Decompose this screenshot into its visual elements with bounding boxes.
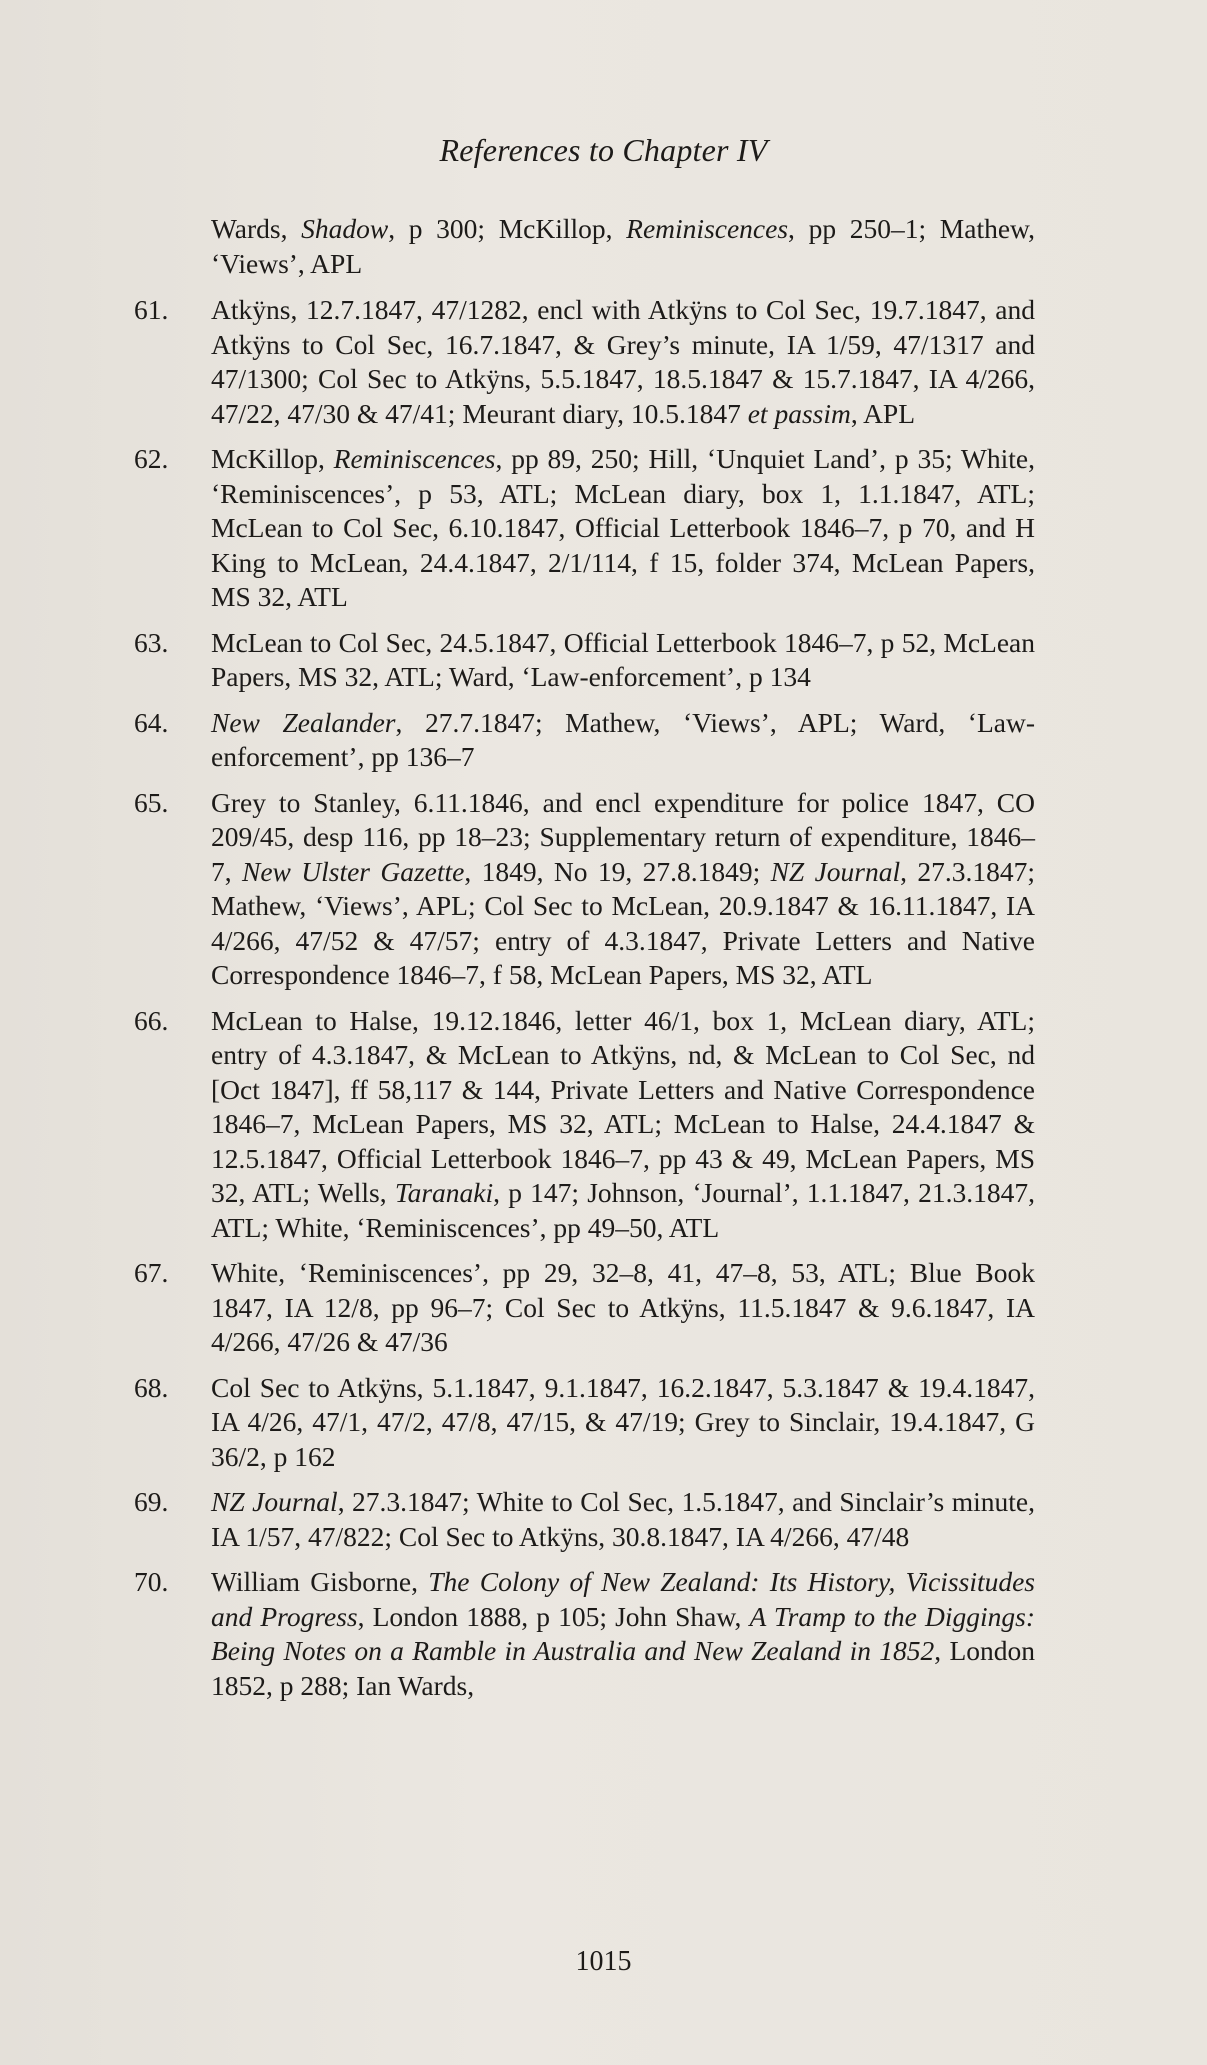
note-text [211, 1257, 1035, 1357]
reference-note [130, 1256, 1035, 1360]
note-text-segment: McLean to Halse, 19.12.1846, letter 46/1, box 1, McLean diary, ATL; entry of 4.3.1847, & McLean to Atkÿns, nd, & McLean to Col Sec, nd [Oct 1847], ff 58,117 & 144, Private Letters and Native Correspondence 1846–7, McLean Papers, MS 32, ATL; McLean to Halse, 24.4.1847 & 12.5.1847, Official Letterbook 1846–7, pp 43 & 49, McLean Papers, MS 32, ATL; Wells, [211, 1004, 1035, 1208]
reference-notes-list [130, 212, 1035, 1714]
reference-note [130, 1371, 1035, 1475]
reference-note [130, 442, 1035, 615]
note-text-segment: , 27.3.1847; Mathew, ‘Views’, APL; Col Sec to McLean, 20.9.1847 & 16.11.1847, IA 4/266, 47/52 & 47/57; entry of 4.3.1847, Private Letters and Native Correspondence 1846–7, f 58, McLean Papers, MS 32, ATL [211, 855, 1036, 990]
reference-note [130, 786, 1035, 993]
note-number: 69. [134, 1486, 169, 1517]
note-text [211, 1005, 1035, 1243]
reference-note [130, 1485, 1035, 1554]
note-text-segment: Grey to Stanley, 6.11.1846, and encl expenditure for police 1847, CO 209/45, desp 116, pp 18–23; Supplementary return of expenditure, 1846–7, [211, 786, 1035, 887]
italic-title: Shadow [301, 213, 389, 244]
note-text-segment: William Gisborne, [211, 1566, 429, 1597]
note-number: 68. [134, 1371, 169, 1403]
italic-title: NZ Journal [211, 1486, 338, 1517]
italic-title: New Ulster Gazette [242, 855, 465, 887]
italic-title: et passim [747, 397, 851, 429]
note-text-segment: , APL [850, 397, 916, 429]
note-text-segment: , p 147; Johnson, ‘Journal’, 1.1.1847, 21.3.1847, ATL; White, ‘Reminiscences’, pp 49–50, ATL [211, 1177, 1035, 1243]
note-text-segment: , 27.7.1847; Mathew, ‘Views’, APL; Ward, ‘Law-enforcement’, pp 136–7 [211, 706, 1035, 772]
italic-title: Taranaki [394, 1177, 494, 1208]
note-text [211, 707, 1035, 773]
reference-note-continuation [130, 212, 1035, 281]
note-text [211, 1372, 1035, 1472]
note-text-segment: Col Sec to Atkÿns, 5.1.1847, 9.1.1847, 16.2.1847, 5.3.1847 & 19.4.1847, IA 4/26, 47/1, 47/2, 47/8, 47/15, & 47/19; Grey to Sinclair, 19.4.1847, G 36/2, p 162 [211, 1371, 1035, 1472]
reference-note [130, 1565, 1035, 1703]
note-number: 61. [134, 294, 169, 325]
note-text [211, 213, 1035, 279]
italic-title: Reminiscences [333, 443, 496, 474]
note-text-segment: McKillop, [211, 443, 334, 474]
note-text-segment: Atkÿns, 12.7.1847, 47/1282, encl with Atkÿns to Col Sec, 19.7.1847, and Atkÿns to Col Sec, 16.7.1847, & Grey’s minute, IA 1/59, 47/1317 and 47/1300; Col Sec to Atkÿns, 5.5.1847, 18.5.1847 & 15.7.1847, IA 4/266, 47/22, 47/30 & 47/41; Meurant diary, 10.5.1847 [211, 294, 1035, 429]
italic-title: The Colony of New Zealand: Its History, Vicissitudes and Progress [211, 1566, 1036, 1632]
italic-title: NZ Journal [770, 855, 901, 887]
note-text [211, 294, 1035, 429]
note-number: 63. [134, 626, 169, 658]
note-text [211, 1566, 1035, 1701]
note-text-segment: White, ‘Reminiscences’, pp 29, 32–8, 41, 47–8, 53, ATL; Blue Book 1847, IA 12/8, pp 96–7; Col Sec to Atkÿns, 11.5.1847 & 9.6.1847, IA 4/266, 47/26 & 47/36 [211, 1257, 1035, 1357]
note-text [211, 443, 1035, 612]
note-text-segment: , 1849, No 19, 27.8.1849; [464, 855, 771, 887]
note-number: 64. [134, 706, 169, 738]
note-number: 66. [134, 1004, 169, 1036]
note-text [211, 1486, 1035, 1552]
note-text-segment: , London 1888, p 105; John Shaw, [357, 1600, 750, 1632]
note-number: 67. [134, 1257, 169, 1288]
italic-title: Reminiscences [626, 213, 789, 244]
running-header: References to Chapter IV [439, 132, 768, 168]
note-number: 62. [134, 443, 169, 474]
italic-title: New Zealander [211, 706, 396, 738]
reference-note [130, 706, 1035, 775]
page-number: 1015 [575, 1946, 632, 1977]
note-text [211, 627, 1035, 693]
note-text-segment: , pp 89, 250; Hill, ‘Unquiet Land’, p 35; White, ‘Reminiscences’, p 53, ATL; McLean diary, box 1, 1.1.1847, ATL; McLean to Col Sec, 6.10.1847, Official Letterbook 1846–7, p 70, and H King to McLean, 24.4.1847, 2/1/114, f 15, folder 374, McLean Papers, MS 32, ATL [211, 443, 1035, 612]
italic-title: A Tramp to the Diggings: Being Notes on a Ramble in Australia and New Zealand in 1852 [211, 1600, 1035, 1666]
note-text-segment: McLean to Col Sec, 24.5.1847, Official Letterbook 1846–7, p 52, McLean Papers, MS 32, ATL; Ward, ‘Law-enforcement’, p 134 [211, 626, 1035, 692]
note-text-segment: , 27.3.1847; White to Col Sec, 1.5.1847, and Sinclair’s minute, IA 1/57, 47/822; Col Sec to Atkÿns, 30.8.1847, IA 4/266, 47/48 [211, 1486, 1035, 1552]
note-text-segment: , p 300; McKillop, [388, 213, 627, 244]
note-number: 65. [134, 786, 169, 818]
note-text-segment: , pp 250–1; Mathew, ‘Views’, APL [211, 213, 1035, 279]
note-text-segment: Wards, [211, 213, 302, 244]
reference-note [130, 293, 1035, 431]
reference-note [130, 626, 1035, 695]
note-text [211, 787, 1035, 991]
note-number: 70. [134, 1566, 169, 1597]
note-text-segment: , London 1852, p 288; Ian Wards, [211, 1635, 1035, 1701]
reference-note [130, 1004, 1035, 1246]
